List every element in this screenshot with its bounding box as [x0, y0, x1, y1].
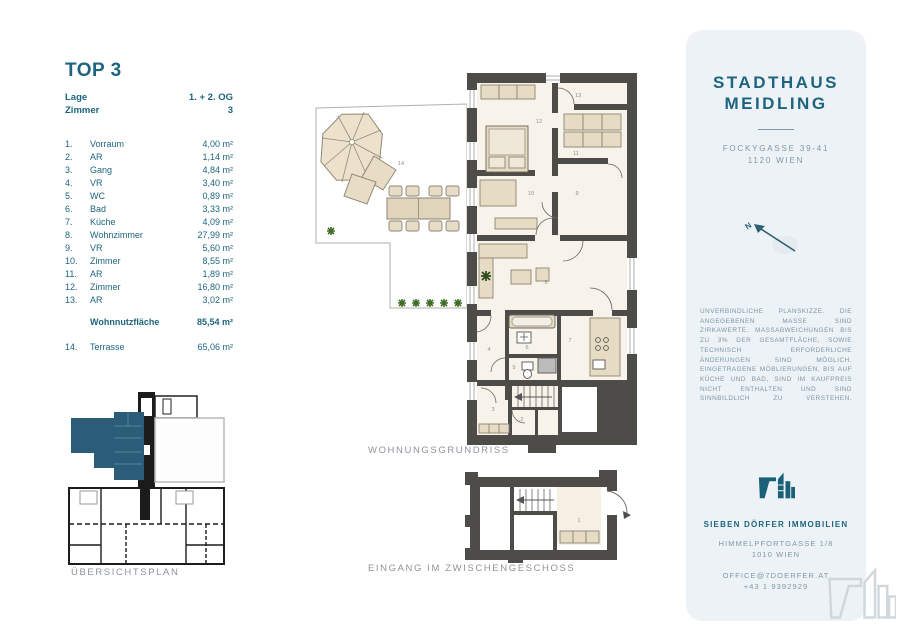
project-address	[686, 143, 866, 167]
room-row	[65, 294, 233, 307]
total-label: Wohnnutzfläche	[90, 317, 160, 327]
indoor-plant	[481, 271, 491, 281]
overview-building	[138, 392, 224, 490]
room-number-8: 8	[544, 280, 548, 286]
north-arrow	[686, 215, 866, 261]
room-row	[65, 281, 233, 294]
room-area: 3,02 m²	[202, 295, 233, 305]
total-area: 85,54 m²	[196, 317, 233, 327]
room-name: AR	[90, 269, 103, 279]
room-area: 8,55 m²	[202, 256, 233, 266]
meta-label: Zimmer	[65, 105, 100, 116]
room-number-4: 4	[487, 347, 491, 353]
room-no: 11.	[65, 269, 77, 279]
meta-label: Lage	[65, 92, 88, 103]
title-divider	[758, 129, 794, 130]
broker-logo	[686, 466, 866, 509]
project-title-line1: STADTHAUS	[712, 73, 840, 92]
room-area: 3,33 m²	[202, 204, 233, 214]
meta-row-lage	[65, 91, 233, 104]
room-number-10: 10	[527, 191, 535, 197]
room-area: 16,80 m²	[197, 282, 233, 292]
room-name: Zimmer	[90, 256, 121, 266]
overview-plan	[66, 390, 228, 570]
room-number-11: 11	[573, 151, 579, 157]
terrace	[316, 104, 467, 308]
broker-address-line2: 1010 WIEN	[751, 550, 801, 560]
project-address-line2: 1120 WIEN	[747, 156, 805, 165]
room-area: 5,60 m²	[202, 243, 233, 253]
room-name: Küche	[90, 217, 116, 227]
room-area: 1,14 m²	[202, 152, 233, 162]
room-area: 4,00 m²	[202, 139, 233, 149]
room-row	[65, 203, 233, 216]
unit-summary	[65, 60, 233, 354]
meta-value: 3	[227, 105, 233, 116]
room-no: 14.	[65, 342, 78, 352]
apartment-floor-plan	[290, 58, 645, 453]
unit-title: TOP 3	[65, 60, 122, 81]
project-info-panel	[686, 30, 866, 621]
room-no: 12.	[65, 282, 78, 292]
room-number-7: 7	[568, 338, 572, 344]
room-row	[65, 177, 233, 190]
room-no: 2.	[65, 152, 73, 162]
room-number-14: 14	[397, 161, 405, 167]
room-row	[65, 138, 233, 151]
room-no: 5.	[65, 191, 73, 201]
overview-caption: ÜBERSICHTSPLAN	[71, 567, 180, 578]
broker-name: SIEBEN DÖRFER IMMOBILIEN	[703, 520, 849, 530]
watermark-logo-icon	[826, 556, 896, 630]
north-label: N	[743, 220, 754, 232]
broker-email: OFFICE@7DOERFER.AT	[722, 571, 830, 581]
entrance-plan-caption: EINGANG IM ZWISCHENGESCHOSS	[368, 563, 576, 574]
room-name: VR	[90, 178, 103, 188]
room-list	[65, 138, 233, 307]
meta-row-zimmer	[65, 104, 233, 117]
entrance-door	[601, 491, 631, 519]
room-number-2: 2	[520, 417, 524, 423]
project-title-line2: MEIDLING	[724, 94, 828, 113]
room-row	[65, 151, 233, 164]
room-no: 7.	[65, 217, 73, 227]
overview-lower-wing	[69, 488, 224, 564]
room-area: 27,99 m²	[197, 230, 233, 240]
room-row	[65, 268, 233, 281]
room-number-13: 13	[574, 93, 582, 99]
room-name: Vorraum	[90, 139, 125, 149]
room-area: 1,89 m²	[202, 269, 233, 279]
room-name: Terrasse	[90, 342, 125, 352]
room-no: 1.	[65, 139, 73, 149]
room-name: AR	[90, 295, 103, 305]
broker-address-line1: HIMMELPFORTGASSE 1/8	[718, 539, 834, 549]
room-number-5: 5	[512, 365, 516, 371]
room-name: AR	[90, 152, 103, 162]
broker-logo-icon	[757, 466, 795, 504]
room-row	[65, 255, 233, 268]
room-name: Bad	[90, 204, 107, 214]
room-no: 6.	[65, 204, 73, 214]
room-name: Wohnzimmer	[90, 230, 143, 240]
main-plan-caption: WOHNUNGSGRUNDRISS	[368, 445, 510, 456]
room-name: WC	[90, 191, 105, 201]
room-area: 0,89 m²	[202, 191, 233, 201]
room-no: 8.	[65, 230, 73, 240]
terrace-row	[65, 341, 233, 354]
room-number-1: 1	[577, 518, 581, 524]
room-area: 4,09 m²	[202, 217, 233, 227]
entrance-plan	[460, 465, 635, 565]
room-area: 4,84 m²	[202, 165, 233, 175]
room-row	[65, 216, 233, 229]
disclaimer-text: UNVERBINDLICHE PLANSKIZZE. DIE ANGEGEBENEN MASSE SIND ZIRKAWERTE. MASSABWEICHUNGEN BIS ZU 3% DER GESAMTFLÄCHE, SOWIE TECHNISCH ERFORDERLICHE ÄNDERUNGEN SIND MÖGLICH. EINGETRAGENE MÖBLIERUNGEN, BIS AUF KÜCHE UND BAD, SIND IM KAUFPREIS NICHT ENTHALTEN UND SIND SINNBILDLICH ZU VERSTEHEN.	[700, 308, 852, 403]
room-name: VR	[90, 243, 103, 253]
room-number-9: 9	[575, 191, 579, 197]
room-row	[65, 190, 233, 203]
room-row	[65, 164, 233, 177]
north-arrow-graphic	[741, 215, 811, 261]
broker-phone: +43 1 9392929	[743, 582, 809, 592]
room-name: Gang	[90, 165, 113, 175]
unit-meta	[65, 91, 233, 117]
overview-unit-highlight	[71, 412, 144, 480]
room-number-3: 3	[491, 407, 495, 413]
room-no: 13.	[65, 295, 78, 305]
living-area-total	[65, 316, 233, 329]
project-title	[686, 72, 866, 114]
room-no: 9.	[65, 243, 73, 253]
spacer	[65, 316, 90, 329]
room-row	[65, 242, 233, 255]
room-area: 3,40 m²	[202, 178, 233, 188]
room-no: 10.	[65, 256, 78, 266]
entrance-wardrobe	[560, 531, 599, 543]
project-address-line1: FOCKYGASSE 39-41	[722, 144, 830, 153]
room-no: 4.	[65, 178, 73, 188]
room-name: Zimmer	[90, 282, 121, 292]
room-no: 3.	[65, 165, 73, 175]
room-number-6: 6	[525, 345, 529, 351]
meta-value: 1. + 2. OG	[188, 92, 233, 103]
room-area: 65,06 m²	[197, 342, 233, 352]
room-row	[65, 229, 233, 242]
room-number-12: 12	[535, 119, 543, 125]
